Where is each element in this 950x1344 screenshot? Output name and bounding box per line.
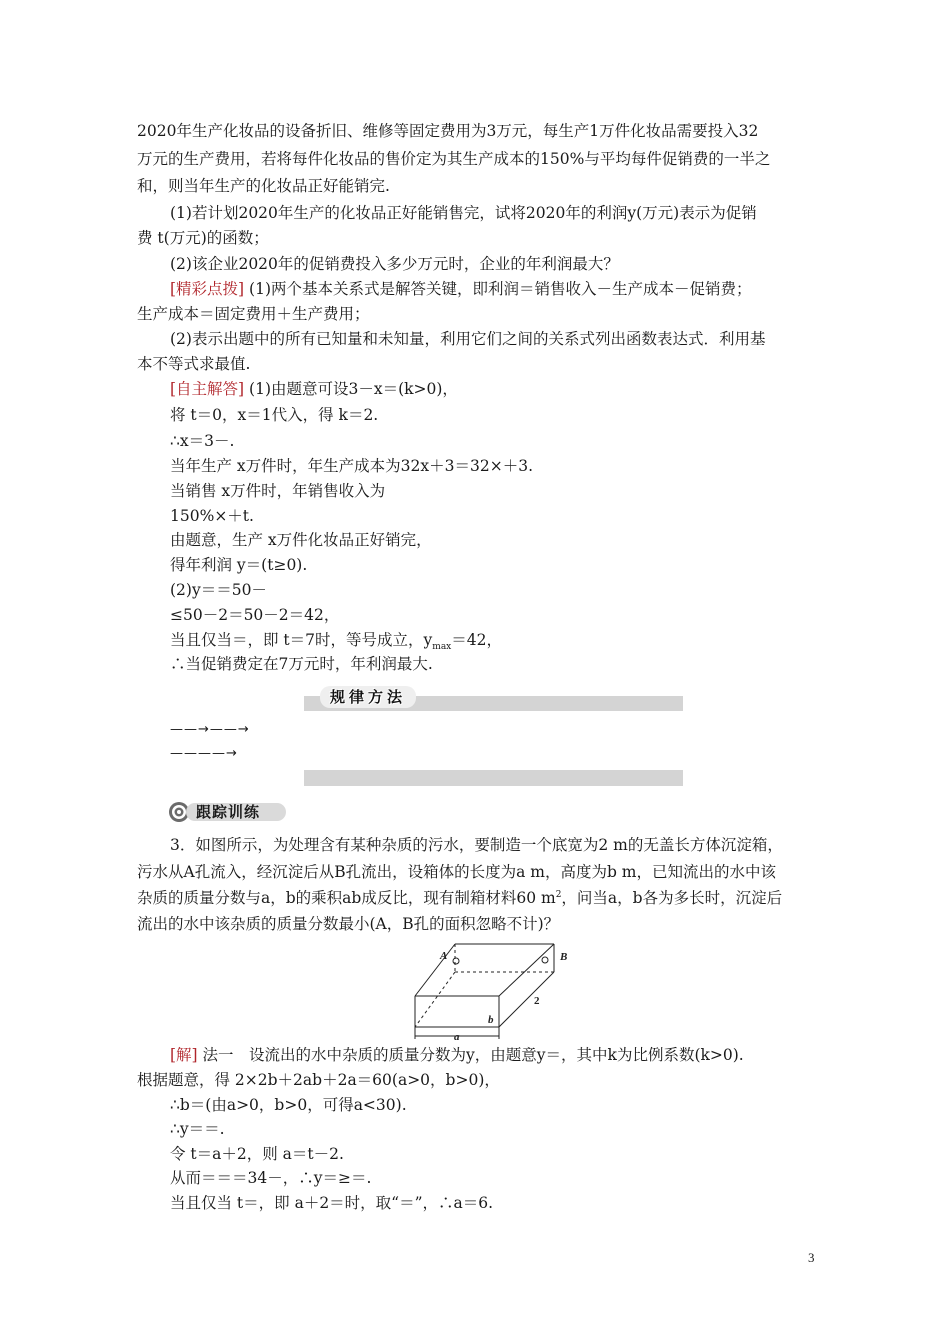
text-line: 万元的生产费用，若将每件化妆品的售价定为其生产成本的150%与平均每件促销费的一半之 xyxy=(137,150,771,168)
tracking-title: 跟踪训练 xyxy=(196,803,261,821)
text-line: 从而＝＝＝34－，∴y＝≥＝. xyxy=(170,1169,372,1187)
text-line: 本不等式求最值. xyxy=(137,355,251,373)
text-line: ∴x＝3－. xyxy=(170,432,235,450)
text-line: 当年生产 x万件时，年生产成本为32x＋3＝32×＋3. xyxy=(170,457,533,475)
page-number: 3 xyxy=(808,1250,815,1265)
text-line: 3．如图所示，为处理含有某种杂质的污水，要制造一个底宽为2 m的无盖长方体沉淀箱， xyxy=(170,836,783,854)
text-line: (1)若计划2020年生产的化妆品正好能销售完，试将2020年的利润y(万元)表示为促销 xyxy=(170,204,757,222)
text-line: ∴当促销费定在7万元时，年利润最大. xyxy=(170,655,433,673)
text-line: 由题意，生产 x万件化妆品正好销完， xyxy=(170,531,432,549)
method-band-bottom xyxy=(304,770,683,786)
text-line: (2)该企业2020年的促销费投入多少万元时，企业的年利润最大？ xyxy=(170,255,619,273)
box-diagram xyxy=(400,932,590,1042)
text-line: 当且仅当 t＝，即 a＋2＝时，取“＝”，∴a＝6. xyxy=(170,1194,494,1212)
text-line: 当且仅当＝，即 t＝7时，等号成立，$y_{max}=42$， xyxy=(170,631,502,653)
text-line: 费 t(万元)的函数； xyxy=(137,229,269,247)
text-line: 流出的水中该杂质的质量分数最小(A，B孔的面积忽略不计)？ xyxy=(137,915,560,933)
text-line: 得年利润 y＝(t≥0). xyxy=(170,556,308,574)
label-a: a xyxy=(454,1031,460,1042)
method-title: 规律方法 xyxy=(320,686,416,708)
arrow-row: ————→ xyxy=(170,746,238,761)
answer-tag: [自主解答] xyxy=(170,380,245,398)
text-line: 令 t＝a＋2，则 a＝t－2. xyxy=(170,1145,344,1163)
text-line: 和，则当年生产的化妆品正好能销完. xyxy=(137,177,390,195)
box-edge xyxy=(415,944,455,996)
label-2: 2 xyxy=(534,995,540,1007)
text-line: [精彩点拨] (1)两个基本关系式是解答关键，即利润＝销售收入－生产成本－促销费； xyxy=(170,280,752,298)
label-b: b xyxy=(488,1014,494,1026)
text-line: 150%×＋t. xyxy=(170,507,254,525)
text-line: 2020年生产化妆品的设备折旧、维修等固定费用为3万元，每生产1万件化妆品需要投入32 xyxy=(137,122,759,140)
text-line: ∴b＝(由a>0，b>0，可得a<30). xyxy=(170,1096,407,1114)
label-A: A xyxy=(440,950,448,962)
text-line: 杂质的质量分数与a，b的乘积ab成反比，现有制箱材料60 $m^2$，问当a，b各为多长时，沉淀后 xyxy=(137,889,783,907)
tracking-heading xyxy=(168,801,288,823)
text-line: [自主解答] (1)由题意可设3－x＝(k>0)， xyxy=(170,380,458,398)
text-line: (2)y＝＝50－ xyxy=(170,581,267,599)
label-B: B xyxy=(560,951,568,963)
text-line: ∴y＝＝. xyxy=(170,1120,225,1138)
text-line: (2)表示出题中的所有已知量和未知量，利用它们之间的关系式列出函数表达式．利用基 xyxy=(170,330,766,348)
arrow-row: ——→——→ xyxy=(170,722,250,737)
text-line: 将 t＝0，x＝1代入，得 k＝2. xyxy=(170,406,379,424)
text-line: 生产成本＝固定费用＋生产费用； xyxy=(137,305,370,323)
text-line: ≤50－2＝50－2＝42， xyxy=(170,606,340,624)
solution-tag: [解] xyxy=(170,1046,198,1064)
text-line: 当销售 x万件时，年销售收入为 xyxy=(170,482,386,500)
text-line: 根据题意，得 2×2b＋2ab＋2a＝60(a>0，b>0)， xyxy=(137,1071,500,1089)
hint-tag: [精彩点拨] xyxy=(170,280,245,298)
text-line: 污水从A孔流入，经沉淀后从B孔流出，设箱体的长度为a m，高度为b m，已知流出的水中该 xyxy=(137,863,776,881)
text-line: [解] 法一 设流出的水中杂质的质量分数为y，由题意y＝，其中k为比例系数(k>0). xyxy=(170,1046,744,1064)
